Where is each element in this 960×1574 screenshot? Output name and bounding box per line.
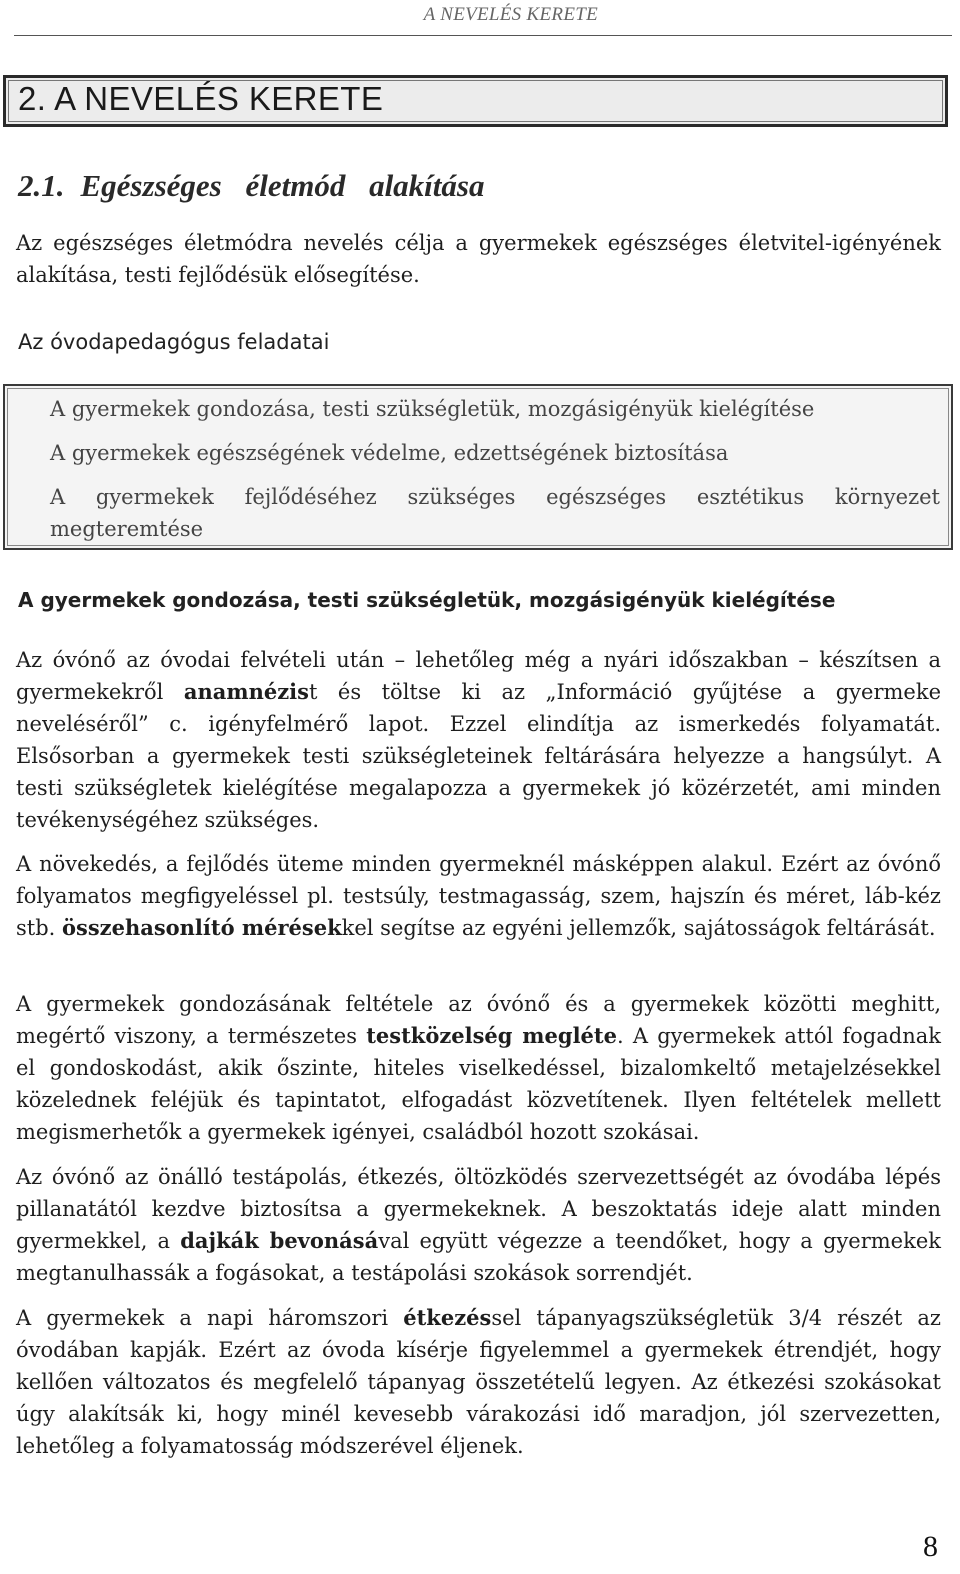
tasks-heading: Az óvodapedagógus feladatai (18, 330, 330, 354)
emphasis-text: anamnézis (183, 679, 309, 704)
task-item: A gyermekek egészségének védelme, edzettségének biztosítása (50, 441, 729, 465)
section-number: 2.1. (18, 168, 65, 203)
paragraph-text: A gyermekek a napi háromszori (16, 1306, 404, 1330)
paragraph-3 (16, 988, 941, 1148)
header-rule (14, 35, 952, 36)
paragraph-text: t és töltse ki az „Információ gyűjtése a gyermeke neveléséről” c. igényfelmérő lapot. Ezzel elindítja az ismerkedés folyamatát. Elsősorban a gyermekek testi szükségleteinek feltárására helyezze a hangsúlyt. A testi szükségletek kielégítése megalapozza a gyermekek jó közérzetét, ami minden tevékenységéhez szükséges. (16, 680, 942, 832)
paragraph-text: kel segítse az egyéni jellemzők, sajátosságok feltárását. (341, 916, 936, 940)
paragraph-text: . A gyermekek attól fogadnak el gondoskodást, akik őszinte, hiteles viselkedéssel, bizalomkeltő metajelzésekkel közelednek feléjük és tapintatot, elfogadást közvetítenek. Ilyen feltételek mellett megismerhetők a gyermekek igényei, családból hozott szokásai. (16, 1024, 941, 1144)
intro-paragraph: Az egészséges életmódra nevelés célja a gyermekek egészséges életvitel-igényének alakítása, testi fejlődésük elősegítése. (16, 231, 941, 287)
task-item: A gyermekek fejlődéséhez szükséges egészséges esztétikus környezet megteremtése (50, 485, 940, 541)
section-title-text: Egészséges életmód alakítása (80, 168, 485, 203)
subsection-heading: A gyermekek gondozása, testi szükségletük, mozgásigényük kielégítése (18, 588, 836, 612)
paragraph-text: A növekedés, a fejlődés üteme minden gyermeknél másképpen alakul. Ezért az óvónő folyamatos megfigyeléssel pl. testsúly, testmagasság, szem, hajszín és méret, láb-kéz stb. (16, 852, 941, 940)
paragraph-2 (16, 848, 941, 944)
task-item: A gyermekek gondozása, testi szükségletük, mozgásigényük kielégítése (50, 397, 815, 421)
emphasis-text: összehasonlító mérések (62, 915, 342, 940)
paragraph-text: val együtt végezze a teendőket, hogy a gyermekek megtanulhassák a fogásokat, a testápolási szokások sorrendjét. (16, 1229, 941, 1285)
chapter-title-box (3, 75, 948, 127)
paragraph-5 (16, 1302, 941, 1462)
paragraph-text: A gyermekek gondozásának feltétele az óvónő és a gyermekek közötti meghitt, megértő viszony, a természetes (16, 992, 941, 1048)
paragraph-1 (16, 644, 941, 836)
emphasis-text: étkezés (403, 1305, 492, 1330)
paragraph-4 (16, 1161, 941, 1289)
paragraph-text: Az óvónő az önálló testápolás, étkezés, öltözködés szervezettségét az óvodába lépés pillanatától kezdve biztosítsa a gyermekeknek. A beszoktatás ideje alatt minden gyermekkel, a (16, 1165, 941, 1253)
emphasis-text: dajkák bevonásá (180, 1228, 379, 1253)
paragraph-text: Az óvónő az óvodai felvételi után – lehetőleg még a nyári időszakban – készítsen a gyermekekről (16, 648, 941, 704)
chapter-title: 2. A NEVELÉS KERETE (18, 80, 384, 117)
section-title (18, 168, 484, 204)
running-header: A NEVELÉS KERETE (423, 4, 598, 25)
emphasis-text: testközelség megléte (366, 1023, 617, 1048)
page-number: 8 (923, 1530, 938, 1563)
paragraph-text: sel tápanyagszükségletük 3/4 részét az óvodában kapják. Ezért az óvoda kísérje figyelemmel a gyermekek étrendjét, hogy kellően változatos és megfelelő tápanyag összetételű legyen. Az étkezési szokásokat úgy alakítsák ki, hogy minél kevesebb várakozási idő maradjon, jól szervezetten, lehetőleg a folyamatosság módszerével éljenek. (16, 1306, 941, 1458)
